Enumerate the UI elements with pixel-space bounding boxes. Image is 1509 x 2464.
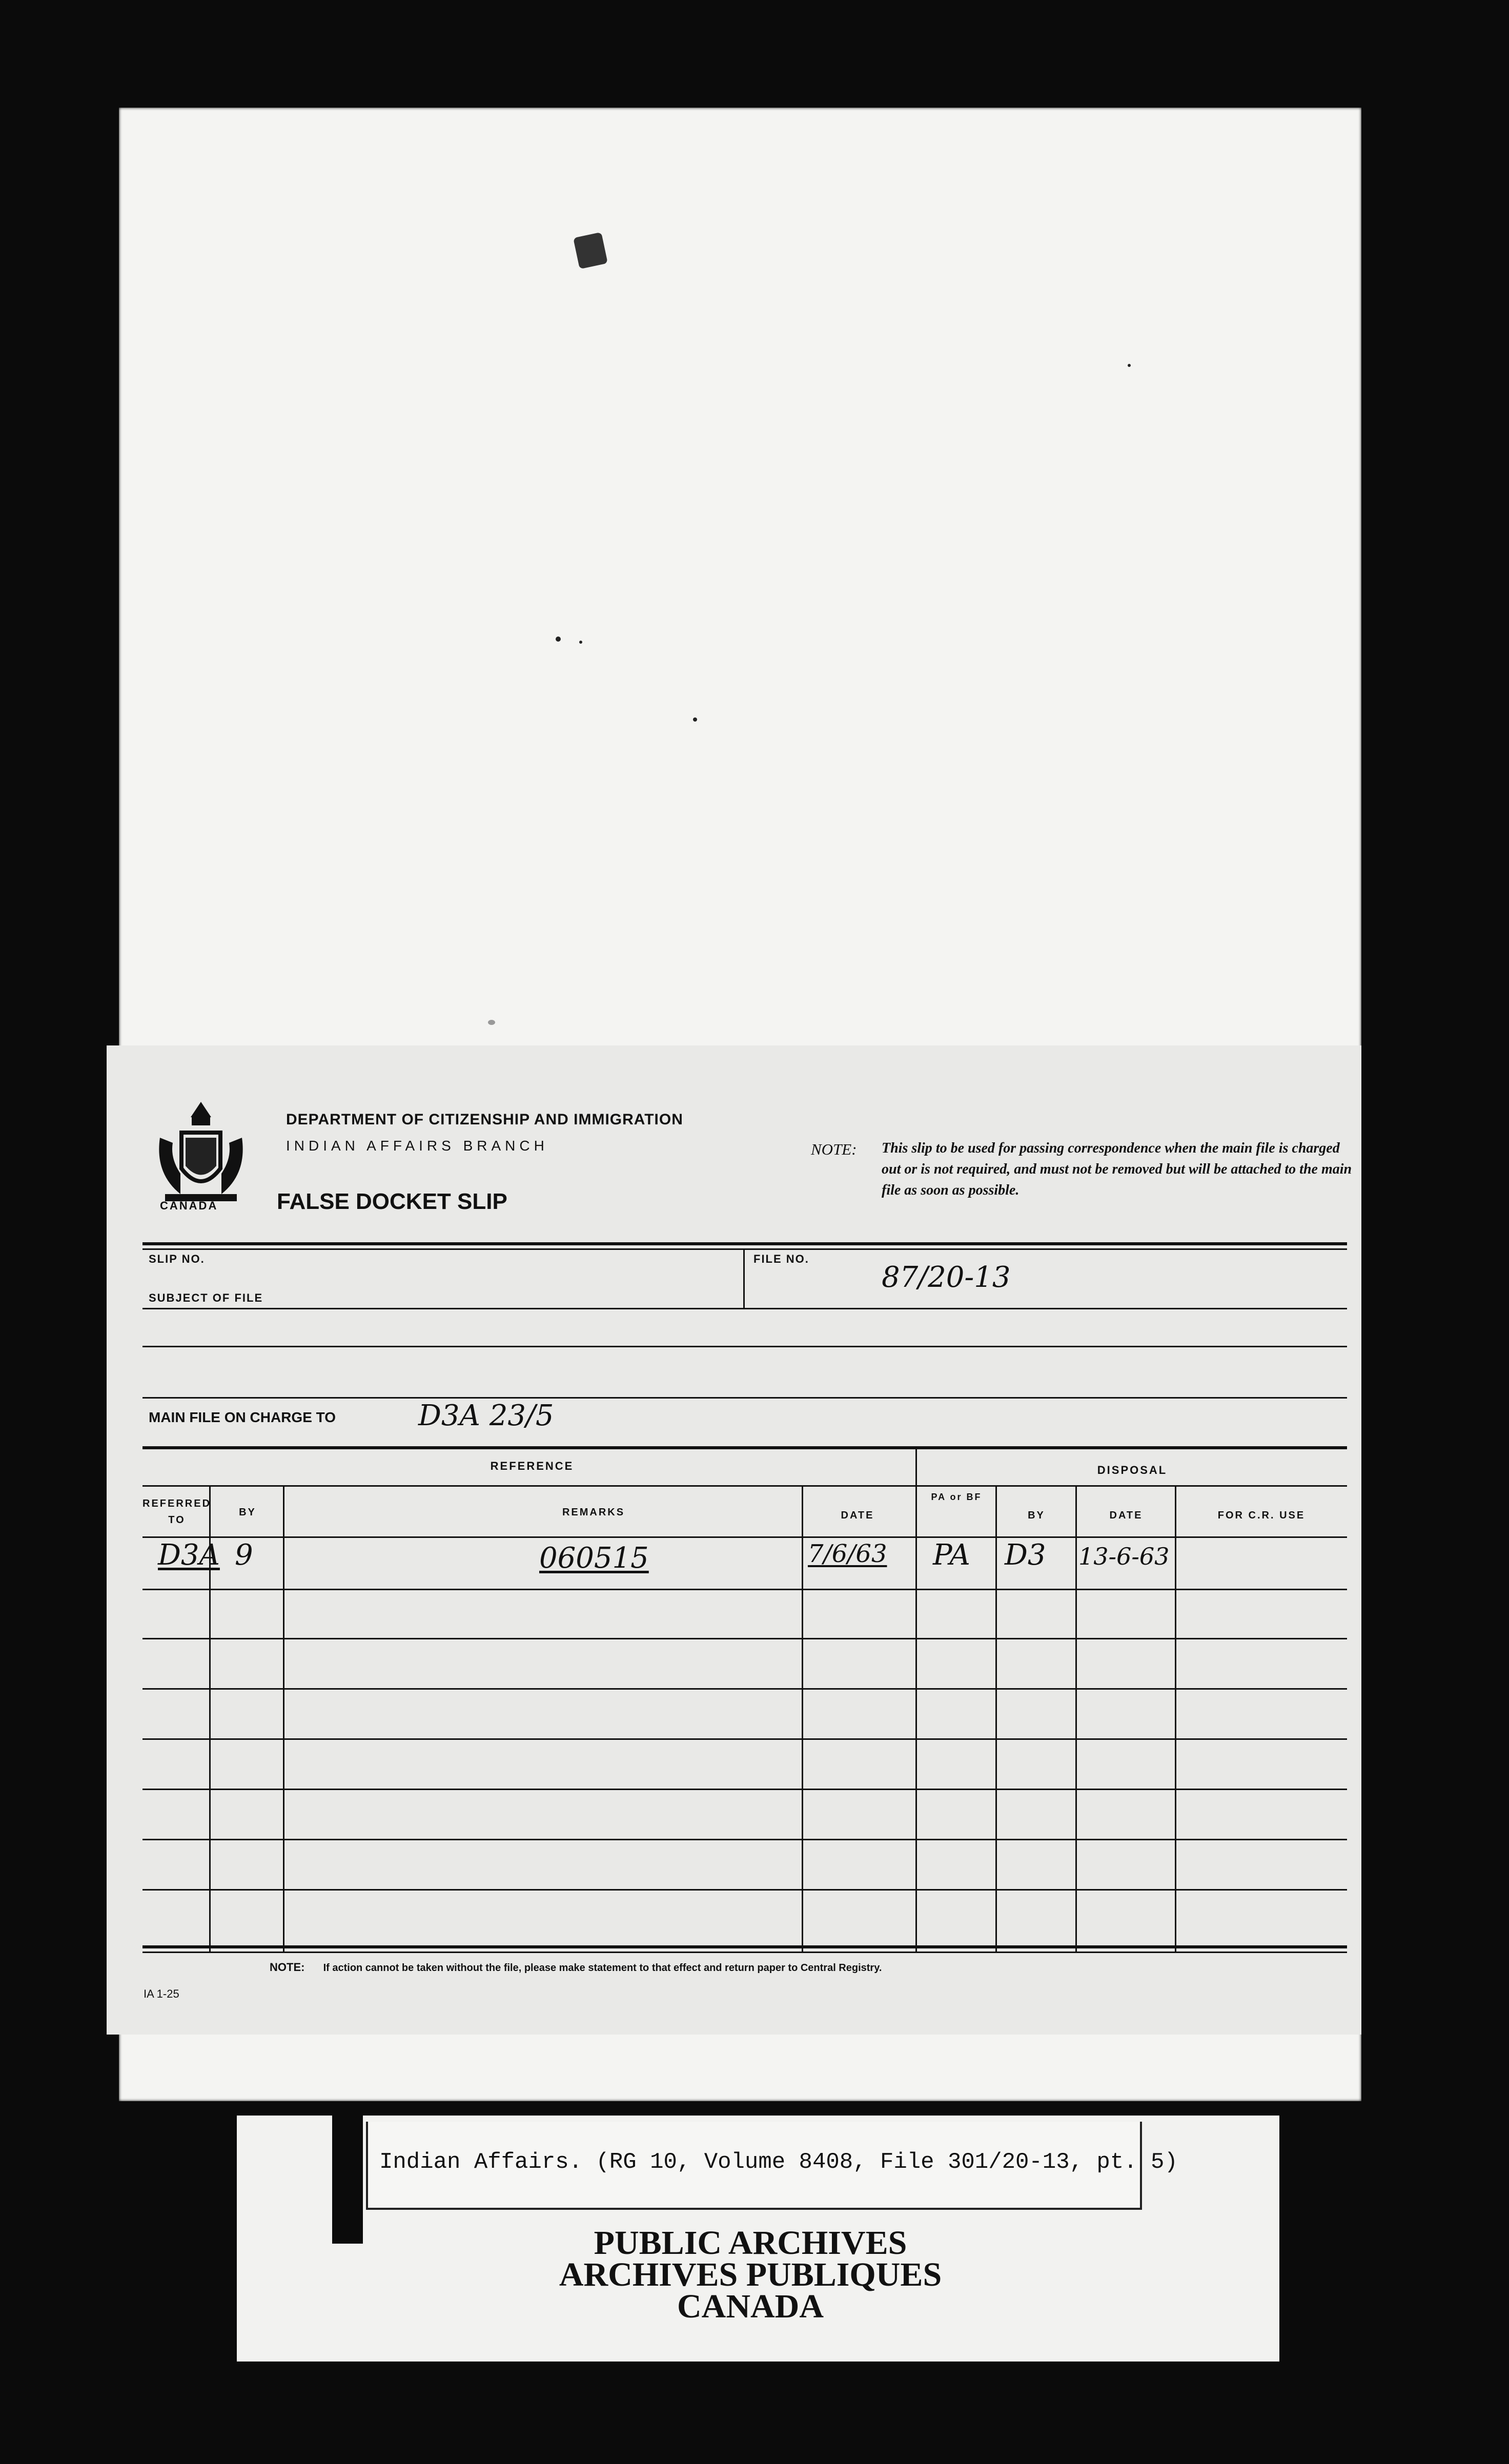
col-remarks: REMARKS — [562, 1507, 625, 1518]
rule — [142, 1789, 1347, 1790]
main-file-value: D3A 23/5 — [418, 1399, 554, 1432]
col-line — [1175, 1485, 1176, 1953]
col-date: DATE — [841, 1510, 874, 1521]
archive-reference: Indian Affairs. (RG 10, Volume 8408, File 301/20-13, pt. 5) — [379, 2149, 1178, 2175]
rule — [142, 1638, 1347, 1639]
entry-by: 9 — [235, 1538, 253, 1572]
note-label: NOTE: — [811, 1140, 857, 1158]
main-file-label: MAIN FILE ON CHARGE TO — [149, 1409, 336, 1425]
entry-pa-or-bf: PA — [933, 1538, 970, 1572]
rule — [142, 1952, 1347, 1953]
entry-referred-to: D3A — [158, 1538, 220, 1572]
col-line — [995, 1485, 997, 1953]
entry-date: 7/6/63 — [808, 1539, 887, 1568]
entry-remarks: 060515 — [539, 1542, 649, 1575]
col-by: BY — [239, 1507, 256, 1518]
note-text: This slip to be used for passing correspondence when the main file is charged out or is not required, and must not be removed but will be attached to the main file as soon as possible. — [882, 1140, 1352, 1198]
bottom-note-text: If action cannot be taken without the file, please make statement to that effect and return paper to Central Registry. — [323, 1962, 882, 1974]
rule — [142, 1839, 1347, 1840]
branch-name: INDIAN AFFAIRS BRANCH — [286, 1138, 548, 1154]
rule — [142, 1397, 1347, 1399]
slip-no-label: SLIP NO. — [149, 1252, 205, 1265]
archive-line-1: PUBLIC ARCHIVES — [594, 2224, 907, 2262]
rule — [142, 1346, 1347, 1347]
file-no-value: 87/20-13 — [882, 1261, 1011, 1294]
archive-label-card — [221, 2116, 1279, 2362]
rule — [142, 1308, 1347, 1309]
department-name: DEPARTMENT OF CITIZENSHIP AND IMMIGRATION — [286, 1111, 683, 1128]
bottom-note-label: NOTE: — [270, 1961, 305, 1974]
false-docket-slip — [107, 1045, 1361, 2035]
rule — [142, 1242, 1347, 1245]
rule — [142, 1248, 1347, 1250]
col-disposal-by: BY — [1028, 1510, 1045, 1521]
col-disposal-date: DATE — [1109, 1510, 1143, 1521]
col-cr-use: FOR C.R. USE — [1217, 1510, 1306, 1521]
rule — [142, 1589, 1347, 1590]
bottom-note — [270, 1961, 882, 1974]
speck — [693, 717, 697, 722]
card-notch — [332, 2116, 363, 2244]
col-line — [915, 1446, 917, 1953]
speck — [1128, 364, 1131, 367]
file-no-label: FILE NO. — [753, 1252, 809, 1265]
rule — [142, 1536, 1347, 1538]
disposal-header: DISPOSAL — [1097, 1464, 1168, 1476]
entry-disposal-date: 13-6-63 — [1078, 1543, 1170, 1570]
canada-label: CANADA — [160, 1199, 218, 1212]
col-line — [283, 1485, 284, 1953]
form-title: FALSE DOCKET SLIP — [277, 1189, 507, 1214]
archive-line-3: CANADA — [677, 2288, 824, 2325]
rule — [142, 1446, 1347, 1449]
reference-header: REFERENCE — [490, 1460, 574, 1472]
form-number: IA 1-25 — [144, 1987, 179, 2000]
rule — [142, 1738, 1347, 1740]
archive-line-2: ARCHIVES PUBLIQUES — [559, 2256, 942, 2293]
rule — [142, 1485, 1347, 1487]
staple-mark — [573, 232, 608, 269]
col-line — [1075, 1485, 1077, 1953]
rule — [142, 1889, 1347, 1891]
speck — [579, 641, 582, 644]
rule — [142, 1688, 1347, 1690]
entry-disposal-by: D3 — [1005, 1538, 1046, 1572]
divider — [743, 1248, 745, 1308]
col-pa-or-bf: PA or BF — [931, 1492, 982, 1502]
speck — [488, 1020, 495, 1025]
col-referred-to: REFERRED TO — [142, 1498, 212, 1526]
rule — [142, 1945, 1347, 1948]
speck — [556, 636, 561, 642]
subject-of-file-label: SUBJECT OF FILE — [149, 1291, 263, 1304]
col-line — [802, 1485, 803, 1953]
